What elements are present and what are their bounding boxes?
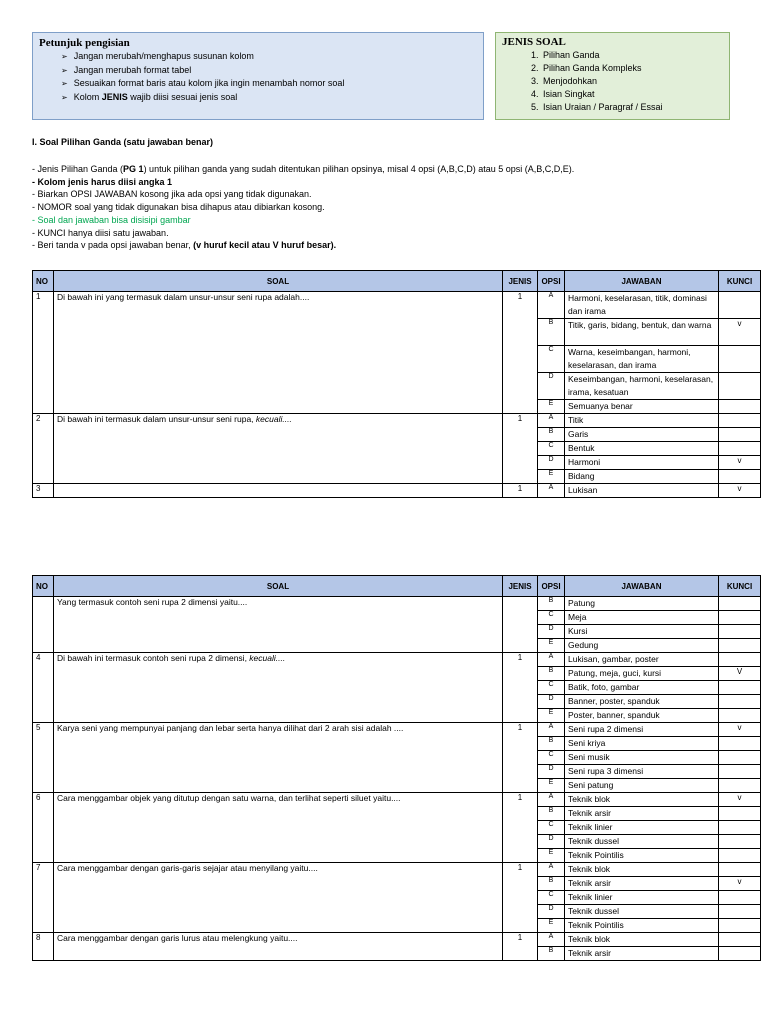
table-header-row [33,271,761,292]
option-answer: Meja [565,611,719,625]
header-no: NO [33,271,54,292]
table-row [33,863,761,877]
question-text [54,414,503,484]
option-key: v [719,456,761,470]
option-key [719,414,761,428]
option-key [719,625,761,639]
petunjuk-text: Jangan merubah format tabel [73,64,192,75]
question-text-main: Cara menggambar dengan garis lurus atau melengkung yaitu.... [57,933,298,943]
option-key [719,442,761,456]
option-letter: A [538,863,565,877]
question-jenis: 1 [503,414,538,484]
question-jenis: 1 [503,933,538,961]
option-answer: Teknik blok [565,933,719,947]
table-row [33,723,761,737]
rules-block [32,163,574,252]
option-letter: B [538,319,565,346]
table-row [33,597,761,611]
option-letter: D [538,835,565,849]
petunjuk-text: Sesuaikan format baris atau kolom jika ingin menambah nomor soal [73,78,345,88]
option-answer: Banner, poster, spanduk [565,695,719,709]
option-answer: Kursi [565,625,719,639]
question-text [54,597,503,653]
option-letter: D [538,373,565,400]
option-answer: Keseimbangan, harmoni, keselarasan, irama, kesatuan [565,373,719,400]
option-letter: C [538,751,565,765]
option-answer: Seni rupa 2 dimensi [565,723,719,737]
option-key [719,373,761,400]
jenis-soal-list [502,49,723,114]
question-text-emphasis: kecuali.... [249,653,286,663]
question-text-main: Karya seni yang mempunyai panjang dan lebar serta hanya dilihat dari 2 arah sisi adalah .... [57,723,404,733]
option-answer: Teknik dussel [565,835,719,849]
option-answer: Teknik arsir [565,807,719,821]
option-letter: D [538,625,565,639]
option-key [719,681,761,695]
rule-text: ) untuk pilihan ganda yang sudah ditentukan pilihan opsinya, misal 4 opsi (A,B,C,D) atau 5 opsi (A,B,C,D,E). [143,164,575,174]
option-key [719,292,761,319]
option-letter: A [538,484,565,498]
header-jenis: JENIS [503,576,538,597]
jenis-soal-item: 2. Pilihan Ganda Kompleks [541,62,723,75]
option-answer: Semuanya benar [565,400,719,414]
option-answer: Seni kriya [565,737,719,751]
option-letter: D [538,765,565,779]
option-letter: E [538,849,565,863]
question-text [54,723,503,793]
option-letter: E [538,919,565,933]
rule-bold: PG 1 [123,164,144,174]
question-text-main: Di bawah ini termasuk dalam unsur-unsur seni rupa, [57,414,256,424]
option-key [719,695,761,709]
option-key: V [719,667,761,681]
question-text-main: Yang termasuk contoh seni rupa 2 dimensi yaitu.... [57,597,248,607]
option-key [719,470,761,484]
option-key: v [719,723,761,737]
option-key [719,611,761,625]
option-letter: A [538,292,565,319]
question-number: 1 [33,292,54,414]
option-letter: B [538,428,565,442]
table-row [33,484,761,498]
option-key [719,653,761,667]
option-key [719,639,761,653]
question-jenis: 1 [503,484,538,498]
option-letter: A [538,653,565,667]
option-letter: A [538,723,565,737]
option-letter: E [538,779,565,793]
rule-line: - Biarkan OPSI JAWABAN kosong jika ada opsi yang tidak digunakan. [32,189,312,200]
petunjuk-item [61,64,477,78]
jenis-soal-box [495,32,730,120]
question-jenis: 1 [503,292,538,414]
question-number [33,597,54,653]
option-key [719,849,761,863]
jenis-soal-title: JENIS SOAL [502,36,566,48]
option-answer: Teknik dussel [565,905,719,919]
option-letter: A [538,933,565,947]
option-key [719,863,761,877]
option-letter: A [538,414,565,428]
option-key [719,905,761,919]
option-letter: B [538,597,565,611]
petunjuk-text: wajib diisi sesuai jenis soal [127,91,238,102]
question-number: 8 [33,933,54,961]
question-jenis: 1 [503,653,538,723]
option-key: v [719,793,761,807]
option-answer: Harmoni [565,456,719,470]
rule-line [32,163,574,176]
rule-line: - Kolom jenis harus diisi angka 1 [32,176,173,187]
option-answer: Teknik linier [565,891,719,905]
rule-line: - KUNCI hanya diisi satu jawaban. [32,227,169,238]
option-letter: B [538,737,565,751]
option-letter: B [538,807,565,821]
option-answer: Teknik Pointilis [565,919,719,933]
option-letter: C [538,681,565,695]
header-opsi: OPSI [538,576,565,597]
option-answer: Teknik arsir [565,877,719,891]
option-answer: Titik [565,414,719,428]
question-jenis: 1 [503,863,538,933]
option-letter: B [538,667,565,681]
header-jenis: JENIS [503,271,538,292]
option-answer: Titik, garis, bidang, bentuk, dan warna [565,319,719,346]
petunjuk-title: Petunjuk pengisian [39,37,130,49]
header-soal: SOAL [54,576,503,597]
option-key [719,807,761,821]
table-row [33,793,761,807]
rule-line [32,239,574,252]
rule-line: - Soal dan jawaban bisa disisipi gambar [32,214,191,225]
header-no: NO [33,576,54,597]
option-letter: E [538,470,565,484]
option-letter: E [538,639,565,653]
option-letter: C [538,442,565,456]
option-key [719,346,761,373]
option-letter: D [538,905,565,919]
question-number: 6 [33,793,54,863]
option-key [719,891,761,905]
question-table [32,575,761,961]
header-jawaban: JAWABAN [565,576,719,597]
option-answer: Poster, banner, spanduk [565,709,719,723]
option-answer: Teknik linier [565,821,719,835]
question-text-emphasis: kecuali.... [255,414,292,424]
option-answer: Teknik blok [565,793,719,807]
question-jenis [503,597,538,653]
option-key [719,765,761,779]
rule-text: - Jenis Pilihan Ganda ( [32,164,124,174]
option-letter: B [538,877,565,891]
option-answer: Gedung [565,639,719,653]
question-text-main: Di bawah ini termasuk contoh seni rupa 2 dimensi, [57,653,250,663]
option-answer: Lukisan [565,484,719,498]
question-text-main: Cara menggambar dengan garis-garis sejajar atau menyilang yaitu.... [57,863,318,873]
option-key [719,709,761,723]
petunjuk-list [61,50,477,104]
header-opsi: OPSI [538,271,565,292]
option-key: v [719,319,761,346]
option-answer: Patung [565,597,719,611]
question-jenis: 1 [503,793,538,863]
question-text-main: Di bawah ini yang termasuk dalam unsur-unsur seni rupa adalah.... [57,292,310,302]
option-key: v [719,484,761,498]
option-letter: E [538,709,565,723]
option-letter: C [538,346,565,373]
petunjuk-item [61,50,477,64]
table-header-row [33,576,761,597]
header-jawaban: JAWABAN [565,271,719,292]
option-key [719,400,761,414]
option-answer: Teknik blok [565,863,719,877]
petunjuk-text: Jangan merubah/menghapus susunan kolom [73,51,254,61]
header-kunci: KUNCI [719,576,761,597]
jenis-soal-item: 1. Pilihan Ganda [541,49,723,62]
question-number: 4 [33,653,54,723]
question-number: 2 [33,414,54,484]
option-key [719,428,761,442]
option-answer: Teknik Pointilis [565,849,719,863]
option-answer: Seni patung [565,779,719,793]
option-key [719,779,761,793]
option-answer: Teknik arsir [565,947,719,961]
petunjuk-text: Kolom [73,91,102,102]
option-answer: Batik, foto, gambar [565,681,719,695]
rule-bold: (v huruf kecil atau V huruf besar). [193,240,337,251]
table-row [33,292,761,319]
jenis-soal-item: 5. Isian Uraian / Paragraf / Essai [541,101,723,114]
option-answer: Lukisan, gambar, poster [565,653,719,667]
option-key [719,835,761,849]
option-answer: Warna, keseimbangan, harmoni, keselarasan, dan irama [565,346,719,373]
option-letter: C [538,891,565,905]
option-letter: D [538,456,565,470]
rule-text: - Beri tanda v pada opsi jawaban benar, [32,240,194,251]
question-text [54,793,503,863]
jenis-soal-item: 4. Isian Singkat [541,88,723,101]
option-answer: Bidang [565,470,719,484]
option-letter: E [538,400,565,414]
option-key [719,947,761,961]
option-letter: C [538,611,565,625]
rule-line: - NOMOR soal yang tidak digunakan bisa dihapus atau dibiarkan kosong. [32,202,325,213]
option-answer: Seni musik [565,751,719,765]
header-kunci: KUNCI [719,271,761,292]
option-key [719,821,761,835]
option-answer: Harmoni, keselarasan, titik, dominasi dan irama [565,292,719,319]
table-row [33,653,761,667]
option-letter: D [538,695,565,709]
petunjuk-item [61,77,477,91]
jenis-soal-item: 3. Menjodohkan [541,75,723,88]
option-key [719,737,761,751]
option-key [719,751,761,765]
option-letter: B [538,947,565,961]
question-text [54,653,503,723]
question-text [54,933,503,961]
table-row [33,933,761,947]
question-number: 3 [33,484,54,498]
option-letter: A [538,793,565,807]
option-letter: C [538,821,565,835]
question-jenis: 1 [503,723,538,793]
option-answer: Bentuk [565,442,719,456]
section-title: I. Soal Pilihan Ganda (satu jawaban benar) [32,137,214,147]
table-row [33,414,761,428]
option-key: v [719,877,761,891]
option-answer: Patung, meja, guci, kursi [565,667,719,681]
petunjuk-box [32,32,484,120]
option-key [719,597,761,611]
question-text [54,292,503,414]
header-soal: SOAL [54,271,503,292]
question-text-main: Cara menggambar objek yang ditutup dengan satu warna, dan terlihat seperti siluet yaitu.... [57,793,401,803]
option-key [719,919,761,933]
question-number: 7 [33,863,54,933]
question-text [54,484,503,498]
question-text [54,863,503,933]
question-table [32,270,761,498]
question-number: 5 [33,723,54,793]
option-key [719,933,761,947]
option-answer: Seni rupa 3 dimensi [565,765,719,779]
option-answer: Garis [565,428,719,442]
petunjuk-item [61,91,477,105]
petunjuk-bold: JENIS [101,91,128,102]
